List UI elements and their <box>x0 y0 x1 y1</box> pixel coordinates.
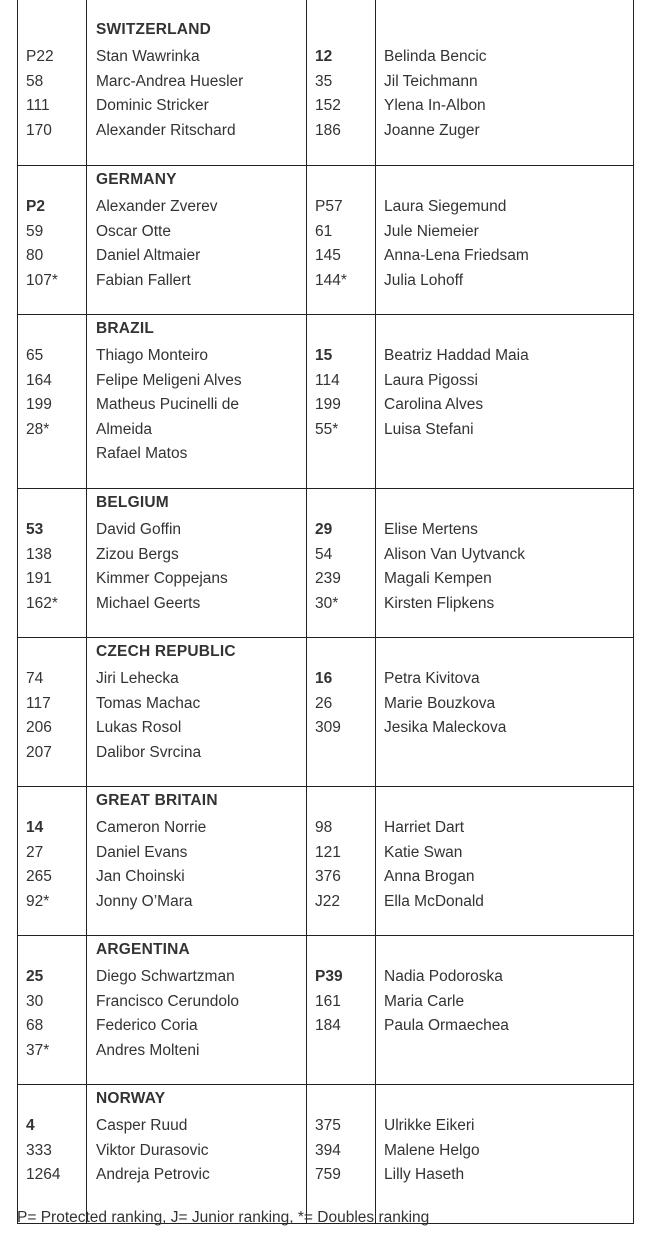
women-rank: P39 <box>315 968 343 985</box>
men-player-name: Matheus Pucinelli de <box>96 396 240 414</box>
men-player-name: Alexander Zverev <box>96 198 218 215</box>
men-rank-column <box>26 965 49 1063</box>
men-player-name-column <box>96 195 217 293</box>
country-section <box>18 935 633 1084</box>
country-section <box>18 1084 633 1223</box>
men-player-name: Tomas Machac <box>96 694 201 712</box>
men-rank: 117 <box>26 694 51 712</box>
women-player-name: Petra Kivitova <box>384 670 480 687</box>
women-rank-column <box>315 816 341 914</box>
women-rank: 12 <box>315 48 333 65</box>
women-player-name: Jesika Maleckova <box>384 719 507 737</box>
women-player-name: Laura Pigossi <box>384 371 478 389</box>
women-rank: 309 <box>315 719 341 737</box>
women-rank: 199 <box>315 396 341 414</box>
women-rank: 61 <box>315 222 333 240</box>
men-player-name: Diego Schwartzman <box>96 968 235 985</box>
men-player-name: Oscar Otte <box>96 222 171 240</box>
men-rank: P22 <box>26 48 54 65</box>
men-rank-column <box>26 816 52 914</box>
men-rank-column <box>26 45 54 143</box>
men-rank: 37* <box>26 1041 50 1059</box>
men-player-name: Dalibor Svrcina <box>96 743 202 761</box>
men-player-name: Jan Choinski <box>96 868 185 886</box>
women-rank: P57 <box>315 198 343 215</box>
women-rank: 376 <box>315 868 341 886</box>
country-section <box>18 0 633 165</box>
country-name: CZECH REPUBLIC <box>96 643 236 660</box>
women-rank: 29 <box>315 521 333 538</box>
men-rank: 265 <box>26 868 52 886</box>
women-player-name: Luisa Stefani <box>384 420 474 438</box>
women-player-name: Jule Niemeier <box>384 222 479 240</box>
women-player-name: Magali Kempen <box>384 570 492 588</box>
men-rank: 138 <box>26 545 52 563</box>
women-rank-column <box>315 195 347 293</box>
men-player-name: Casper Ruud <box>96 1117 188 1134</box>
women-player-name: Ylena In-Albon <box>384 97 486 115</box>
women-player-name: Malene Helgo <box>384 1141 480 1159</box>
men-player-name: Daniel Evans <box>96 843 188 861</box>
men-rank: 92* <box>26 892 50 910</box>
women-rank: 55* <box>315 420 339 438</box>
women-rank: 98 <box>315 819 333 836</box>
women-player-name: Kirsten Flipkens <box>384 594 495 612</box>
women-player-name: Joanne Zuger <box>384 121 480 139</box>
men-rank-column <box>26 344 52 442</box>
women-rank: 35 <box>315 72 333 90</box>
women-player-name: Ella McDonald <box>384 892 484 910</box>
country-section <box>18 637 633 786</box>
country-name: BELGIUM <box>96 494 169 511</box>
men-player-name-column <box>96 816 206 914</box>
women-rank-column <box>315 1114 341 1188</box>
men-rank: 25 <box>26 968 44 985</box>
country-name: ARGENTINA <box>96 941 190 958</box>
men-player-name: Andreja Petrovic <box>96 1166 210 1184</box>
men-rank: 65 <box>26 347 44 364</box>
women-player-name: Laura Siegemund <box>384 198 507 215</box>
men-player-name-column <box>96 344 242 467</box>
women-player-name-column <box>384 965 509 1039</box>
men-player-name: Francisco Cerundolo <box>96 992 240 1010</box>
country-name: SWITZERLAND <box>96 21 211 38</box>
men-player-name: Marc-Andrea Huesler <box>96 72 244 90</box>
women-rank: 15 <box>315 347 333 364</box>
women-player-name: Alison Van Uytvanck <box>384 545 525 563</box>
women-rank: 26 <box>315 694 333 712</box>
men-player-name: David Goffin <box>96 521 182 538</box>
men-rank: 74 <box>26 670 44 687</box>
women-rank: 30* <box>315 594 339 612</box>
men-player-name: Zizou Bergs <box>96 545 179 563</box>
men-rank: 1264 <box>26 1166 61 1184</box>
women-player-name-column <box>384 45 487 143</box>
men-rank: 68 <box>26 1017 44 1035</box>
men-rank-column <box>26 1114 60 1188</box>
women-rank-column <box>315 965 343 1039</box>
women-player-name: Lilly Haseth <box>384 1166 465 1184</box>
women-rank: 144* <box>315 271 347 289</box>
men-rank: 107* <box>26 271 58 289</box>
men-player-name: Viktor Durasovic <box>96 1141 209 1159</box>
women-player-name-column <box>384 518 525 616</box>
men-player-name: Alexander Ritschard <box>96 121 236 139</box>
women-rank: 54 <box>315 545 333 563</box>
women-rank: 759 <box>315 1166 341 1184</box>
women-rank: 184 <box>315 1017 341 1035</box>
women-player-name: Carolina Alves <box>384 396 484 414</box>
men-rank: 164 <box>26 371 52 389</box>
men-rank-column <box>26 518 58 616</box>
women-rank: 375 <box>315 1117 341 1134</box>
men-player-name: Andres Molteni <box>96 1041 200 1059</box>
men-player-name: Cameron Norrie <box>96 819 207 836</box>
women-player-name: Harriet Dart <box>384 819 465 836</box>
women-rank-column <box>315 344 341 442</box>
men-player-name: Michael Geerts <box>96 594 201 612</box>
men-player-name: Felipe Meligeni Alves <box>96 371 242 389</box>
men-rank-column <box>26 195 58 293</box>
men-rank: 191 <box>26 570 52 588</box>
women-rank: J22 <box>315 892 340 910</box>
men-player-name: Jiri Lehecka <box>96 670 179 687</box>
women-player-name: Maria Carle <box>384 992 465 1010</box>
women-rank-column <box>315 518 341 616</box>
country-name: NORWAY <box>96 1090 166 1107</box>
women-rank-column <box>315 45 341 143</box>
men-rank: 59 <box>26 222 44 240</box>
women-rank-column <box>315 667 341 741</box>
women-rank: 16 <box>315 670 333 687</box>
women-player-name-column <box>384 816 484 914</box>
women-player-name: Beatriz Haddad Maia <box>384 347 529 364</box>
women-player-name-column <box>384 667 506 741</box>
men-player-name: Fabian Fallert <box>96 271 191 289</box>
country-section <box>18 488 633 637</box>
women-rank: 186 <box>315 121 341 139</box>
women-player-name-column <box>384 1114 480 1188</box>
men-rank: 170 <box>26 121 52 139</box>
men-player-name-column <box>96 965 239 1063</box>
men-rank: P2 <box>26 198 45 215</box>
women-player-name: Anna Brogan <box>384 868 475 886</box>
men-player-name: Thiago Monteiro <box>96 347 209 364</box>
team-roster-table <box>17 0 634 1224</box>
men-player-name-column <box>96 45 243 143</box>
women-player-name: Belinda Bencic <box>384 48 487 65</box>
men-rank-column <box>26 667 52 765</box>
women-rank: 152 <box>315 97 341 115</box>
men-rank: 58 <box>26 72 44 90</box>
men-rank: 199 <box>26 396 52 414</box>
men-rank: 27 <box>26 843 44 861</box>
men-rank: 4 <box>26 1117 35 1134</box>
men-rank: 53 <box>26 521 44 538</box>
men-rank: 207 <box>26 743 52 761</box>
men-player-name-column <box>96 518 228 616</box>
men-rank: 111 <box>26 97 50 115</box>
men-player-name: Daniel Altmaier <box>96 247 201 265</box>
men-rank: 80 <box>26 247 44 265</box>
men-player-name: Dominic Stricker <box>96 97 209 115</box>
women-rank: 114 <box>315 371 340 389</box>
country-name: GERMANY <box>96 171 177 188</box>
women-player-name: Marie Bouzkova <box>384 694 496 712</box>
country-section <box>18 165 633 314</box>
women-player-name-column <box>384 195 529 293</box>
women-player-name: Elise Mertens <box>384 521 478 538</box>
men-player-name: Federico Coria <box>96 1017 198 1035</box>
country-section <box>18 786 633 935</box>
men-player-name-column <box>96 667 201 765</box>
country-section <box>18 314 633 488</box>
men-player-name: Stan Wawrinka <box>96 48 200 65</box>
men-rank: 30 <box>26 992 44 1010</box>
women-player-name-column <box>384 344 529 442</box>
women-player-name: Katie Swan <box>384 843 463 861</box>
women-rank: 121 <box>315 843 341 861</box>
women-rank: 161 <box>315 992 341 1010</box>
women-rank: 394 <box>315 1141 341 1159</box>
men-rank: 162* <box>26 594 58 612</box>
men-rank: 206 <box>26 719 52 737</box>
men-player-name: Jonny O’Mara <box>96 892 193 910</box>
men-player-name: Kimmer Coppejans <box>96 570 228 588</box>
men-player-name: Almeida <box>96 420 152 438</box>
ranking-legend-footnote: P= Protected ranking, J= Junior ranking, *= Doubles ranking <box>17 1209 430 1226</box>
country-name: GREAT BRITAIN <box>96 792 218 809</box>
men-player-name-column <box>96 1114 210 1188</box>
women-player-name: Ulrikke Eikeri <box>384 1117 475 1134</box>
women-player-name: Paula Ormaechea <box>384 1017 509 1035</box>
men-rank: 14 <box>26 819 44 836</box>
women-player-name: Jil Teichmann <box>384 72 478 90</box>
men-rank: 333 <box>26 1141 52 1159</box>
men-player-name: Rafael Matos <box>96 445 188 463</box>
men-rank: 28* <box>26 420 50 438</box>
men-player-name: Lukas Rosol <box>96 719 182 737</box>
women-rank: 239 <box>315 570 341 588</box>
country-name: BRAZIL <box>96 320 155 337</box>
women-player-name: Anna-Lena Friedsam <box>384 247 529 265</box>
women-player-name: Nadia Podoroska <box>384 968 503 985</box>
women-player-name: Julia Lohoff <box>384 271 463 289</box>
women-rank: 145 <box>315 247 341 265</box>
